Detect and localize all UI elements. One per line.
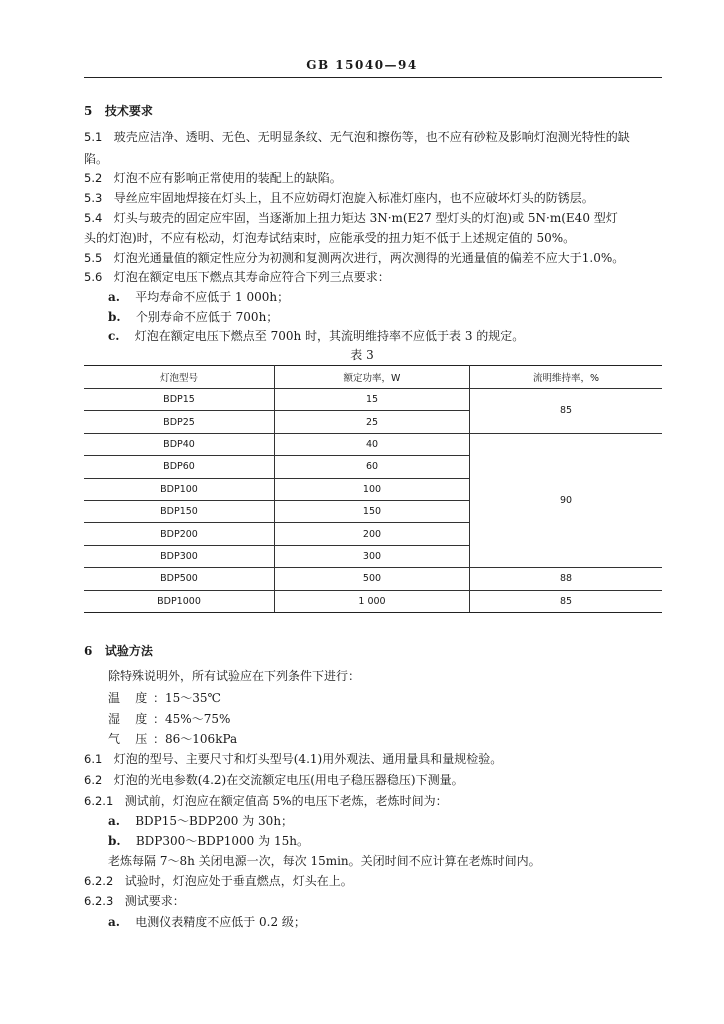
condition-temperature: 温 度 ：15～35℃ xyxy=(108,691,221,705)
table-3-caption: 表 3 xyxy=(350,348,374,362)
condition-label: 气 压 xyxy=(108,732,148,746)
clause-number: 6.2.1 xyxy=(84,794,114,808)
clause-text: 灯泡的型号、主要尺寸和灯头型号(4.1)用外观法、通用量具和量规检验。 xyxy=(113,752,503,766)
column-header-model: 灯泡型号 xyxy=(84,366,275,389)
test-requirement-a xyxy=(108,914,306,930)
list-text: 个别寿命不应低于 700h； xyxy=(135,310,279,324)
condition-label: 温 度 xyxy=(108,691,148,705)
clause-number: 5.1 xyxy=(84,130,103,144)
clause-number: 6.2.3 xyxy=(84,894,114,908)
cell-power: 1 000 xyxy=(275,590,470,612)
clause-text: 测试要求： xyxy=(124,894,185,908)
clause-text: 玻壳应洁净、透明、无色、无明显条纹、无气泡和擦伤等，也不应有砂粒及影响灯泡测光特性的缺 xyxy=(113,130,630,144)
clause-text: 试验时，灯泡应处于垂直燃点，灯头在上。 xyxy=(124,874,353,888)
cell-power: 200 xyxy=(275,523,470,545)
cell-power: 60 xyxy=(275,456,470,478)
section-6-intro: 除特殊说明外，所有试验应在下列条件下进行： xyxy=(108,669,361,683)
cell-maintenance: 90 xyxy=(470,433,663,567)
cell-model: BDP15 xyxy=(84,389,275,411)
requirement-a xyxy=(108,289,289,305)
clause-6-2-1 xyxy=(84,793,448,809)
clause-5-6 xyxy=(84,269,390,285)
clause-text: 灯头与玻壳的固定应牢固，当逐渐加上扭力矩达 3N·m(E27 型灯头的灯泡)或 5N·m(E40 型灯 xyxy=(113,211,618,225)
cell-model: BDP500 xyxy=(84,568,275,590)
aging-a xyxy=(108,813,293,829)
table-row xyxy=(84,433,662,455)
table-row xyxy=(84,568,662,590)
list-label: a. xyxy=(108,915,120,929)
clause-text: 灯泡在额定电压下燃点其寿命应符合下列三点要求： xyxy=(113,270,390,284)
cell-power: 150 xyxy=(275,500,470,522)
cell-power: 500 xyxy=(275,568,470,590)
table-3 xyxy=(84,365,662,613)
section-6-number: 6 xyxy=(84,644,93,658)
cell-maintenance: 88 xyxy=(470,568,663,590)
clause-5-1 xyxy=(84,129,630,145)
header-rule xyxy=(84,77,662,78)
clause-number: 6.1 xyxy=(84,752,103,766)
clause-text: 导丝应牢固地焊接在灯头上，且不应妨碍灯泡旋入标准灯座内，也不应破坏灯头的防锈层。 xyxy=(113,191,594,205)
clause-5-3 xyxy=(84,190,594,206)
clause-number: 6.2.2 xyxy=(84,874,114,888)
clause-6-2-3 xyxy=(84,893,185,909)
clause-5-4 xyxy=(84,210,618,226)
section-6-title: 试验方法 xyxy=(104,644,153,658)
column-header-maintenance: 流明维持率，% xyxy=(470,366,663,389)
clause-text: 灯泡光通量值的额定性应分为初测和复测两次进行，两次测得的光通量值的偏差不应大于1.0%。 xyxy=(113,251,625,265)
list-text: 灯泡在额定电压下燃点至 700h 时，其流明维持率不应低于表 3 的规定。 xyxy=(134,329,525,343)
cell-power: 300 xyxy=(275,545,470,567)
section-5-title: 技术要求 xyxy=(104,104,153,118)
clause-5-5 xyxy=(84,250,624,266)
list-label: c. xyxy=(108,329,120,343)
clause-6-2-2 xyxy=(84,873,353,889)
section-5-heading xyxy=(84,103,153,119)
condition-value: 15～35℃ xyxy=(165,691,221,705)
condition-value: 86～106kPa xyxy=(165,732,238,746)
cell-model: BDP200 xyxy=(84,523,275,545)
cell-model: BDP25 xyxy=(84,411,275,433)
clause-number: 5.6 xyxy=(84,270,103,284)
requirement-b xyxy=(108,309,278,325)
cell-maintenance: 85 xyxy=(470,389,663,434)
clause-number: 6.2 xyxy=(84,773,103,787)
clause-6-2 xyxy=(84,772,464,788)
clause-5-4-continued: 头的灯泡)时，不应有松动，灯泡寿试结束时，应能承受的扭力矩不低于上述规定值的 50%。 xyxy=(84,231,576,245)
column-header-power: 额定功率，W xyxy=(275,366,470,389)
table-row xyxy=(84,389,662,411)
condition-value: 45%～75% xyxy=(165,712,231,726)
clause-text: 灯泡不应有影响正常使用的装配上的缺陷。 xyxy=(113,171,342,185)
section-5-number: 5 xyxy=(84,104,93,118)
list-label: b. xyxy=(108,834,121,848)
condition-pressure: 气 压 ：86～106kPa xyxy=(108,732,238,746)
cell-model: BDP150 xyxy=(84,500,275,522)
clause-number: 5.5 xyxy=(84,251,103,265)
aging-note: 老炼每隔 7～8h 关闭电源一次，每次 15min。关闭时间不应计算在老炼时间内。 xyxy=(108,854,541,868)
clause-text: 测试前，灯泡应在额定值高 5%的电压下老炼，老炼时间为： xyxy=(124,794,448,808)
table-row xyxy=(84,590,662,612)
standard-code-header: GB 15040—94 xyxy=(306,58,418,72)
condition-humidity: 湿 度 ：45%～75% xyxy=(108,712,231,726)
cell-model: BDP60 xyxy=(84,456,275,478)
cell-power: 25 xyxy=(275,411,470,433)
clause-6-1 xyxy=(84,751,502,767)
requirement-c xyxy=(108,328,524,344)
aging-b xyxy=(108,833,309,849)
cell-model: BDP1000 xyxy=(84,590,275,612)
clause-number: 5.2 xyxy=(84,171,103,185)
cell-maintenance: 85 xyxy=(470,590,663,612)
list-text: BDP15～BDP200 为 30h； xyxy=(135,814,294,828)
cell-model: BDP300 xyxy=(84,545,275,567)
list-label: a. xyxy=(108,290,120,304)
cell-power: 15 xyxy=(275,389,470,411)
clause-number: 5.4 xyxy=(84,211,103,225)
list-label: a. xyxy=(108,814,120,828)
clause-5-2 xyxy=(84,170,342,186)
condition-label: 湿 度 xyxy=(108,712,148,726)
list-text: 电测仪表精度不应低于 0.2 级； xyxy=(135,915,306,929)
cell-power: 40 xyxy=(275,433,470,455)
clause-text: 灯泡的光电参数(4.2)在交流额定电压(用电子稳压器稳压)下测量。 xyxy=(113,773,464,787)
section-6-heading xyxy=(84,643,153,659)
cell-power: 100 xyxy=(275,478,470,500)
cell-model: BDP100 xyxy=(84,478,275,500)
list-label: b. xyxy=(108,310,121,324)
table-header-row xyxy=(84,366,662,389)
clause-number: 5.3 xyxy=(84,191,103,205)
clause-5-1-continued: 陷。 xyxy=(84,152,109,166)
list-text: BDP300～BDP1000 为 15h。 xyxy=(135,834,309,848)
cell-model: BDP40 xyxy=(84,433,275,455)
list-text: 平均寿命不应低于 1 000h； xyxy=(135,290,290,304)
